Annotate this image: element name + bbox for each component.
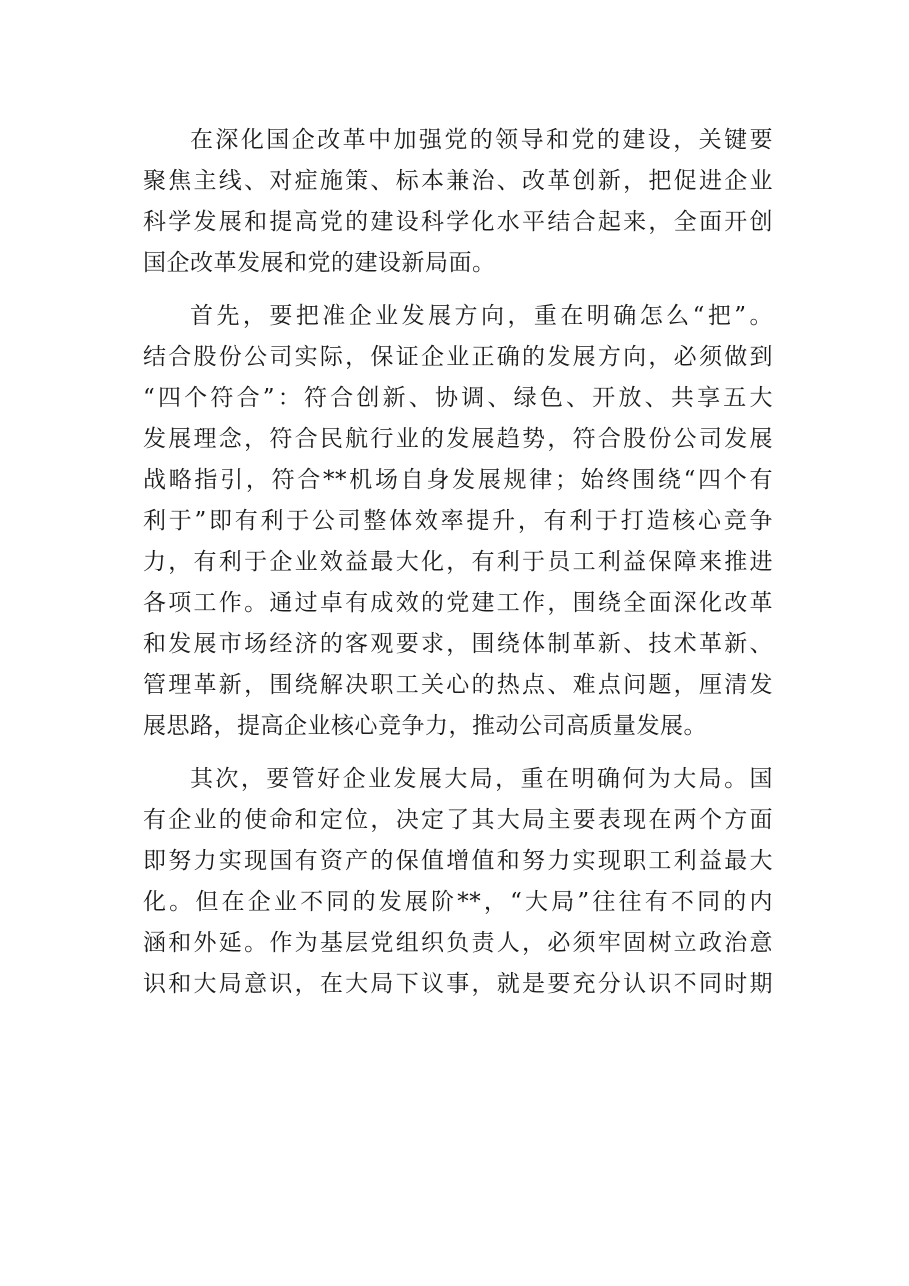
paragraph-line: 即努力实现国有资产的保值增值和努力实现职工利益最大 bbox=[143, 848, 773, 874]
paragraph-line: 战略指引，符合**机场自身发展规律；始终围绕“四个有 bbox=[143, 467, 773, 493]
paragraph-3 bbox=[143, 759, 773, 1005]
paragraph-line: 识和大局意识，在大局下议事，就是要充分认识不同时期 bbox=[143, 971, 773, 997]
paragraph-line: 国企改革发展和党的建设新局面。 bbox=[143, 250, 496, 276]
paragraph-line: 和发展市场经济的客观要求，围绕体制革新、技术革新、 bbox=[143, 631, 773, 657]
paragraph-1 bbox=[143, 120, 773, 284]
paragraph-line: 化。但在企业不同的发展阶**，“大局”往往有不同的内 bbox=[143, 889, 773, 915]
paragraph-2 bbox=[143, 296, 773, 747]
body-text bbox=[143, 120, 773, 1017]
paragraph-line: 首先，要把准企业发展方向，重在明确怎么“把”。 bbox=[190, 303, 773, 329]
paragraph-line: 有企业的使命和定位，决定了其大局主要表现在两个方面 bbox=[143, 807, 773, 833]
paragraph-line: 发展理念，符合民航行业的发展趋势，符合股份公司发展 bbox=[143, 426, 773, 452]
paragraph-line: 利于”即有利于公司整体效率提升，有利于打造核心竞争 bbox=[143, 508, 773, 534]
paragraph-line: 管理革新，围绕解决职工关心的热点、难点问题，厘清发 bbox=[143, 672, 773, 698]
paragraph-line: “四个符合”：符合创新、协调、绿色、开放、共享五大 bbox=[143, 385, 773, 411]
paragraph-line: 结合股份公司实际，保证企业正确的发展方向，必须做到 bbox=[143, 344, 773, 370]
paragraph-line: 展思路，提高企业核心竞争力，推动公司高质量发展。 bbox=[143, 713, 707, 739]
paragraph-line: 涵和外延。作为基层党组织负责人，必须牢固树立政治意 bbox=[143, 930, 773, 956]
paragraph-line: 各项工作。通过卓有成效的党建工作，围绕全面深化改革 bbox=[143, 590, 773, 616]
paragraph-line: 在深化国企改革中加强党的领导和党的建设，关键要 bbox=[190, 127, 773, 153]
paragraph-line: 聚焦主线、对症施策、标本兼治、改革创新，把促进企业 bbox=[143, 168, 773, 194]
paragraph-line: 力，有利于企业效益最大化，有利于员工利益保障来推进 bbox=[143, 549, 773, 575]
paragraph-line: 其次，要管好企业发展大局，重在明确何为大局。国 bbox=[190, 766, 773, 792]
paragraph-line: 科学发展和提高党的建设科学化水平结合起来，全面开创 bbox=[143, 209, 773, 235]
